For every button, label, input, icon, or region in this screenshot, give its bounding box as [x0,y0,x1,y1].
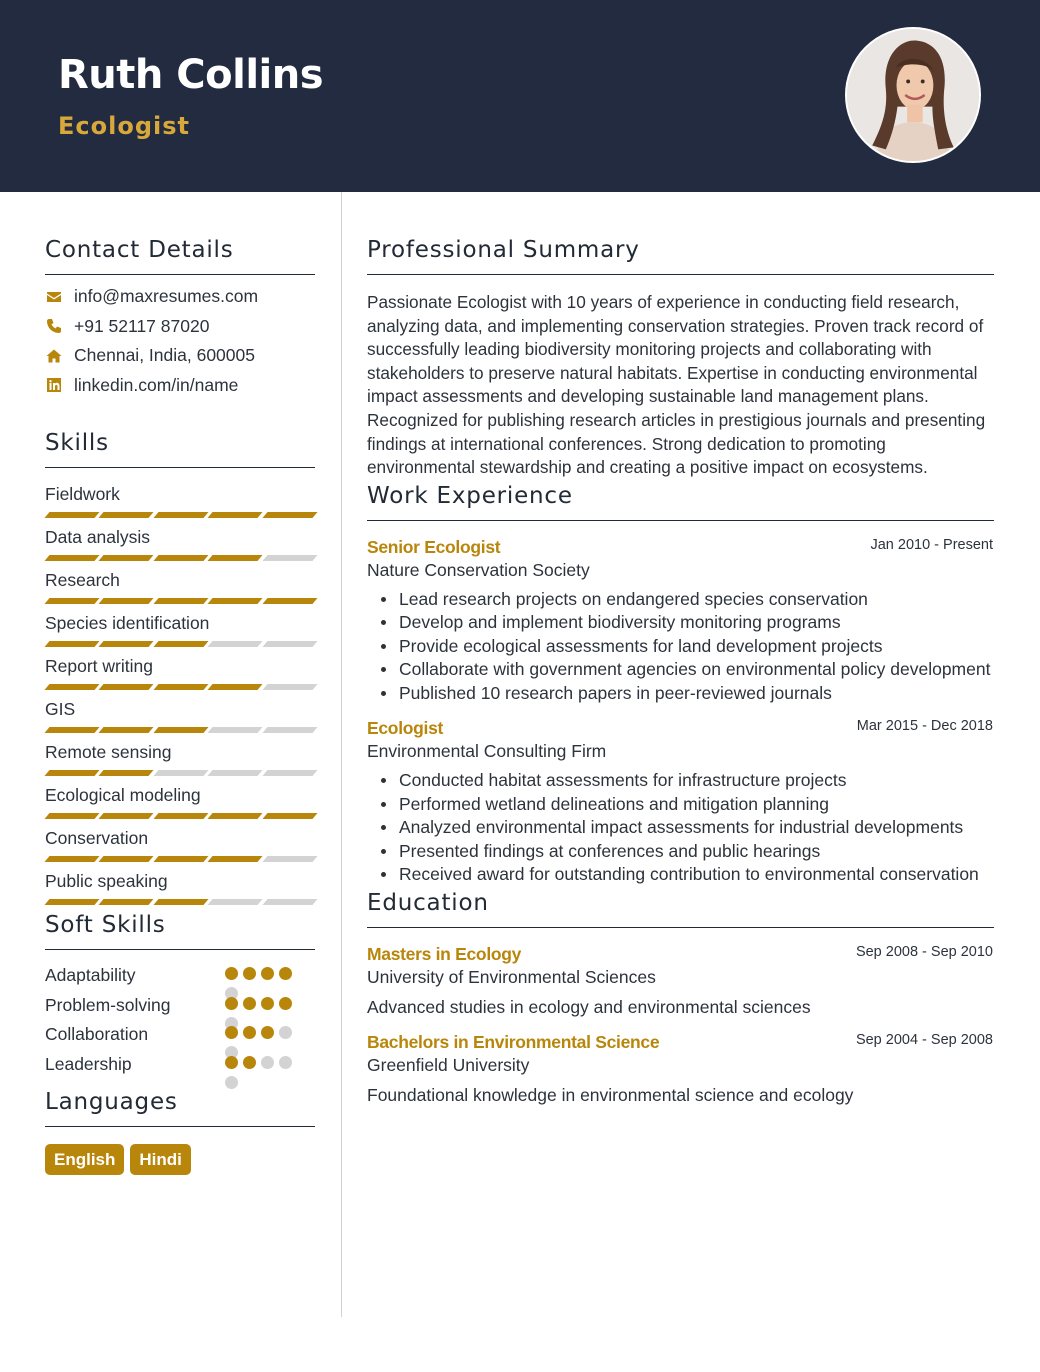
list-item: Conducted habitat assessments for infrastructure projects [381,769,994,793]
job-date: Jan 2010 - Present [870,536,993,553]
skill-level-segment [99,856,154,862]
left-column [45,192,315,1175]
contact-linkedin-text: linkedin.com/in/name [74,374,239,395]
education-date: Sep 2008 - Sep 2010 [855,943,993,960]
rating-dot [225,1056,238,1069]
list-item: Presented findings at conferences and public hearings [381,840,994,864]
skill-level-segment [44,770,99,776]
skill-level-segment [208,899,263,905]
rating-dot [279,1026,292,1039]
skill-level-segment [262,770,317,776]
skill-level-segment [262,512,317,518]
phone-icon [45,317,63,335]
rating-dot [279,967,292,980]
job-org: Environmental Consulting Firm [367,741,607,762]
column-divider [341,192,342,1317]
skill-level-segment [208,727,263,733]
skill-level-segment [99,598,154,604]
skill-level-segment [208,684,263,690]
list-item: Performed wetland delineations and mitigation planning [381,793,994,817]
skill-level-segment [44,899,99,905]
skill-label: Ecological modeling [45,785,201,805]
skill-level-bar [47,856,315,862]
list-item: Develop and implement biodiversity monitoring programs [381,611,994,635]
skill-label: GIS [45,699,76,719]
soft-skill-rating [225,1026,305,1040]
skill-level-segment [153,899,208,905]
skill-level-bar [47,641,315,647]
skill-row [45,692,315,735]
language-badge: Hindi [130,1144,191,1175]
education-entry [367,944,994,1018]
rating-dot [279,997,292,1010]
language-badge: English [45,1144,124,1175]
school-name: Greenfield University [367,1054,530,1075]
rating-dot [279,1056,292,1069]
skill-label: Species identification [45,613,210,633]
skill-level-segment [262,555,317,561]
skill-level-bar [47,512,315,518]
skill-label: Data analysis [45,527,151,547]
soft-skills-title: Soft Skills [45,912,315,950]
profile-photo [847,29,979,161]
right-column [367,192,994,1106]
skill-level-bar [47,813,315,819]
envelope-icon [45,288,63,306]
skill-level-segment [99,684,154,690]
contact-phone-text: +91 52117 87020 [74,315,210,336]
degree-title: Masters in Ecology [367,943,522,964]
skill-level-segment [208,813,263,819]
skill-level-segment [208,641,263,647]
languages-title: Languages [45,1089,315,1127]
job-title: Senior Ecologist [367,536,501,557]
soft-skill-row [45,1048,315,1078]
skill-row [45,778,315,821]
header-banner [0,0,1040,192]
skill-level-segment [208,555,263,561]
skill-level-bar [47,770,315,776]
list-item: Published 10 research papers in peer-reviewed journals [381,682,994,706]
education-entry [367,1032,994,1106]
skill-level-segment [99,727,154,733]
skill-level-segment [99,555,154,561]
rating-dot [261,1056,274,1069]
candidate-role: Ecologist [58,112,190,140]
skill-level-segment [99,813,154,819]
rating-dot [261,967,274,980]
skill-label: Conservation [45,828,149,848]
contact-address-text: Chennai, India, 600005 [74,345,255,366]
skill-level-segment [99,770,154,776]
skill-level-bar [47,899,315,905]
skill-row [45,649,315,692]
skill-level-bar [47,684,315,690]
skill-level-segment [262,813,317,819]
contact-title: Contact Details [45,237,315,275]
skill-level-segment [208,856,263,862]
list-item: Collaborate with government agencies on environmental policy development [381,658,994,682]
skill-row [45,520,315,563]
soft-skill-label: Leadership [45,1054,132,1075]
skill-level-segment [44,598,99,604]
contact-address [45,341,315,371]
languages-list [45,1144,315,1175]
rating-dot [243,1026,256,1039]
skill-level-segment [44,555,99,561]
education-description: Foundational knowledge in environmental science and ecology [367,1084,854,1105]
soft-skill-rating [225,997,305,1011]
skill-level-segment [44,684,99,690]
soft-skill-rating [225,967,305,981]
soft-skill-rating [225,1056,305,1070]
skill-level-segment [44,641,99,647]
contact-list [45,282,315,400]
list-item: Lead research projects on endangered species conservation [381,588,994,612]
skill-level-bar [47,598,315,604]
skill-level-segment [208,512,263,518]
skill-label: Research [45,570,120,590]
skill-label: Fieldwork [45,484,120,504]
skill-level-segment [262,727,317,733]
skill-level-segment [44,856,99,862]
skill-level-bar [47,555,315,561]
contact-linkedin[interactable] [45,371,315,401]
skill-level-segment [153,770,208,776]
skill-row [45,735,315,778]
skill-level-segment [153,856,208,862]
skill-level-bar [47,727,315,733]
skill-level-segment [262,641,317,647]
skill-level-segment [99,641,154,647]
soft-skills-list [45,959,315,1078]
job-entry [367,718,994,887]
list-item: Received award for outstanding contribution to environmental conservation [381,863,994,887]
job-bullets [367,769,994,887]
job-bullets [367,588,994,706]
skill-level-segment [99,899,154,905]
skill-row [45,477,315,520]
skill-level-segment [44,813,99,819]
rating-dot [243,997,256,1010]
skill-row [45,563,315,606]
skill-level-segment [44,512,99,518]
contact-phone[interactable] [45,312,315,342]
rating-dot [261,997,274,1010]
skill-level-segment [44,727,99,733]
skill-level-segment [208,770,263,776]
education-description: Advanced studies in ecology and environmental sciences [367,996,811,1017]
soft-skill-row [45,959,315,989]
rating-dot [225,997,238,1010]
school-name: University of Environmental Sciences [367,966,656,987]
avatar [845,27,981,163]
rating-dot [261,1026,274,1039]
skill-level-segment [262,598,317,604]
candidate-name: Ruth Collins [58,52,324,98]
rating-dot [225,1076,238,1089]
contact-email-text: info@maxresumes.com [74,286,259,307]
skills-list [45,477,315,907]
skill-label: Public speaking [45,871,168,891]
rating-dot [225,967,238,980]
contact-email[interactable] [45,282,315,312]
skill-row [45,864,315,907]
education-date: Sep 2004 - Sep 2008 [855,1031,993,1048]
skill-level-segment [153,641,208,647]
skill-level-segment [262,856,317,862]
rating-dot [243,1056,256,1069]
soft-skill-label: Collaboration [45,1024,149,1045]
skill-level-segment [262,899,317,905]
soft-skill-label: Problem-solving [45,994,171,1015]
skills-title: Skills [45,430,315,468]
skill-level-segment [208,598,263,604]
skill-level-segment [153,813,208,819]
list-item: Provide ecological assessments for land development projects [381,635,994,659]
skill-level-segment [153,555,208,561]
degree-title: Bachelors in Environmental Science [367,1031,660,1052]
skill-label: Report writing [45,656,153,676]
job-entry [367,537,994,706]
home-icon [45,347,63,365]
rating-dot [225,1026,238,1039]
soft-skill-label: Adaptability [45,965,136,985]
soft-skill-row [45,989,315,1019]
summary-title: Professional Summary [367,237,994,275]
skill-level-segment [153,598,208,604]
experience-title: Work Experience [367,483,994,521]
skill-level-segment [153,727,208,733]
job-title: Ecologist [367,718,444,739]
skill-level-segment [153,512,208,518]
summary-text: Passionate Ecologist with 10 years of experience in conducting field research, analyzing data, and implementing conservation strategies. Proven track record of successfully leading biodiversity monitoring projects and collaborating with stakeholders to preserve natural habitats. Expertise in conducting environmental impact assessments and developing sustainable land management plans. Recognized for publishing research articles in prestigious journals and presenting findings at international conferences. Strong dedication to promoting environmental stewardship and creating a positive impact on ecosystems. [367,292,986,478]
rating-dot [243,967,256,980]
list-item: Analyzed environmental impact assessments for industrial developments [381,816,994,840]
skill-level-segment [153,684,208,690]
job-date: Mar 2015 - Dec 2018 [856,718,993,735]
skill-level-segment [99,512,154,518]
skill-row [45,821,315,864]
skill-level-segment [262,684,317,690]
skill-row [45,606,315,649]
education-title: Education [367,890,994,928]
job-org: Nature Conservation Society [367,559,590,580]
soft-skill-row [45,1018,315,1048]
skill-label: Remote sensing [45,742,172,762]
linkedin-icon [45,376,63,394]
